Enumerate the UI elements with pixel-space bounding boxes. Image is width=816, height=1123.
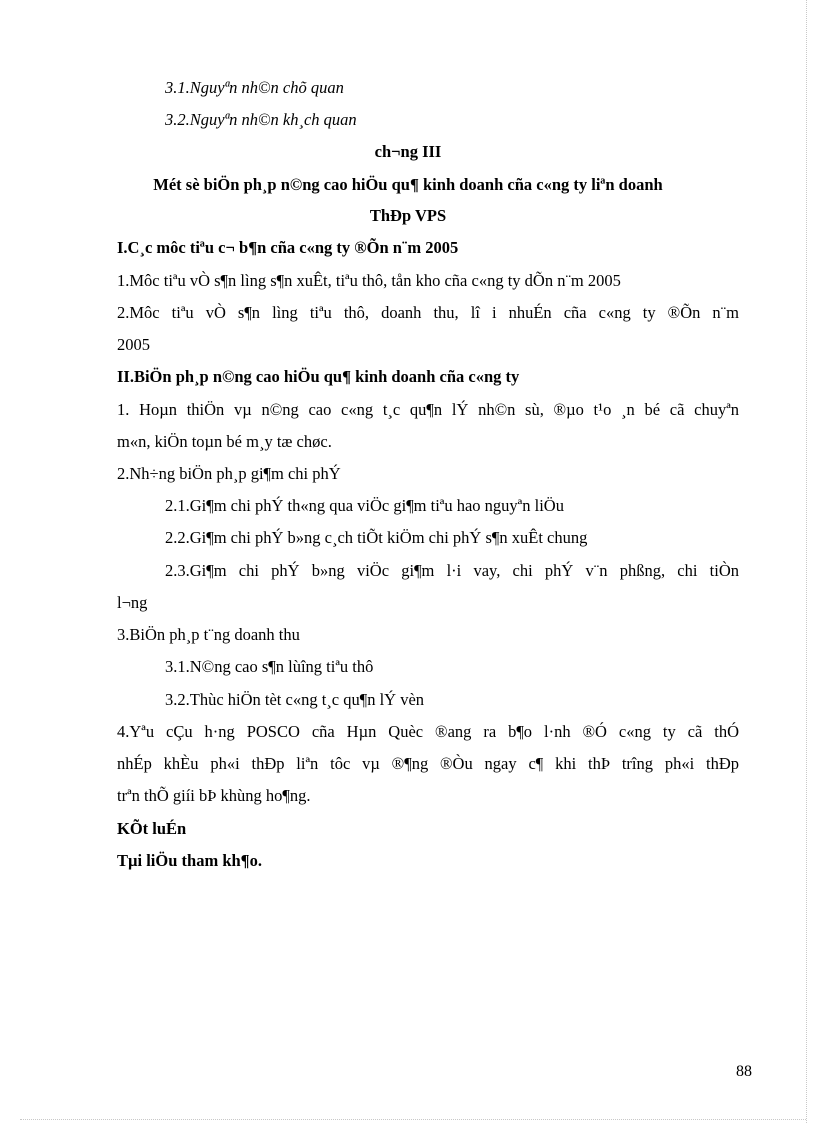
item-2-2-1: 2.1.Gi¶m chi phÝ th«ng qua viÖc gi¶m tiªu hao nguyªn liÖu — [165, 496, 564, 515]
item-2-3-1: 3.1.N©ng cao s¶n lùîng tiªu thô — [165, 657, 374, 676]
item-1: 1.Môc tiªu vÒ s¶n lìng s¶n xuÊt, tiªu thô, tån kho cña c«ng ty dÕn n¨m 2005 — [117, 271, 621, 290]
page-number: 88 — [736, 1063, 752, 1080]
item-2-4-cont-1: nhÉp khÈu ph«i thÐp liªn tôc vµ ®¶ng ®Òu ngay c¶ khi thÞ trîng ph«i thÐp — [117, 754, 739, 773]
item-2-2-3: 2.3.Gi¶m chi phÝ b»ng viÖc gi¶m l·i vay, chi phÝ v¨n phßng, chi tiÒn — [165, 561, 739, 580]
page-bottom-divider — [20, 1119, 806, 1120]
item-2-3: 3.BiÖn ph¸p t¨ng doanh thu — [117, 625, 300, 644]
item-2-3-2: 3.2.Thùc hiÖn tèt c«ng t¸c qu¶n lÝ vèn — [165, 690, 425, 709]
section-heading-3-2: 3.2.Nguyªn nh©n kh¸ch quan — [165, 110, 357, 129]
item-2-2-3-cont: l¬ng — [117, 593, 148, 612]
part-heading-1: I.C¸c môc tiªu c¬ b¶n cña c«ng ty ®Õn n¨m 2005 — [117, 238, 459, 257]
item-2-1-para-cont: m«n, kiÖn toµn bé m¸y tæ chøc. — [117, 432, 332, 451]
item-2-4: 4.Yªu cÇu h·ng POSCO cña Hµn Quèc ®ang ra b¶o l·nh ®Ó c«ng ty cã thÓ — [117, 722, 739, 741]
item-2-2-2: 2.2.Gi¶m chi phÝ b»ng c¸ch tiÕt kiÖm chi phÝ s¶n xuÊt chung — [165, 528, 588, 547]
item-2-1-para: 1. Hoµn thiÖn vµ n©ng cao c«ng t¸c qu¶n lÝ nh©n sù, ®µo t¹o ¸n bé cã chuyªn — [117, 400, 739, 419]
section-heading-3-1: 3.1.Nguyªn nh©n chõ quan — [165, 78, 344, 97]
item-2: 2.Môc tiªu vÒ s¶n lìng tiªu thô, doanh thu, lî i nhuÉn cña c«ng ty ®Õn n¨m — [117, 303, 739, 322]
chapter-subtitle: Mét sè biÖn ph¸p n©ng cao hiÖu qu¶ kinh doanh cña c«ng ty liªn doanh — [153, 175, 663, 194]
chapter-subtitle-cont: ThÐp VPS — [369, 206, 447, 225]
part-heading-2: II.BiÖn ph¸p n©ng cao hiÖu qu¶ kinh doanh cña c«ng ty — [117, 367, 520, 386]
references-heading: Tµi liÖu tham kh¶o. — [117, 851, 262, 870]
chapter-title: ch¬ng III — [374, 142, 442, 161]
item-2-2: 2.Nh÷ng biÖn ph¸p gi¶m chi phÝ — [117, 464, 341, 483]
item-2-cont: 2005 — [117, 335, 150, 354]
conclusion-heading: KÕt luÉn — [117, 819, 187, 838]
item-2-4-cont-2: trªn thÕ giíi bÞ khùng ho¶ng. — [117, 786, 311, 805]
page-edge-divider — [806, 0, 807, 1123]
